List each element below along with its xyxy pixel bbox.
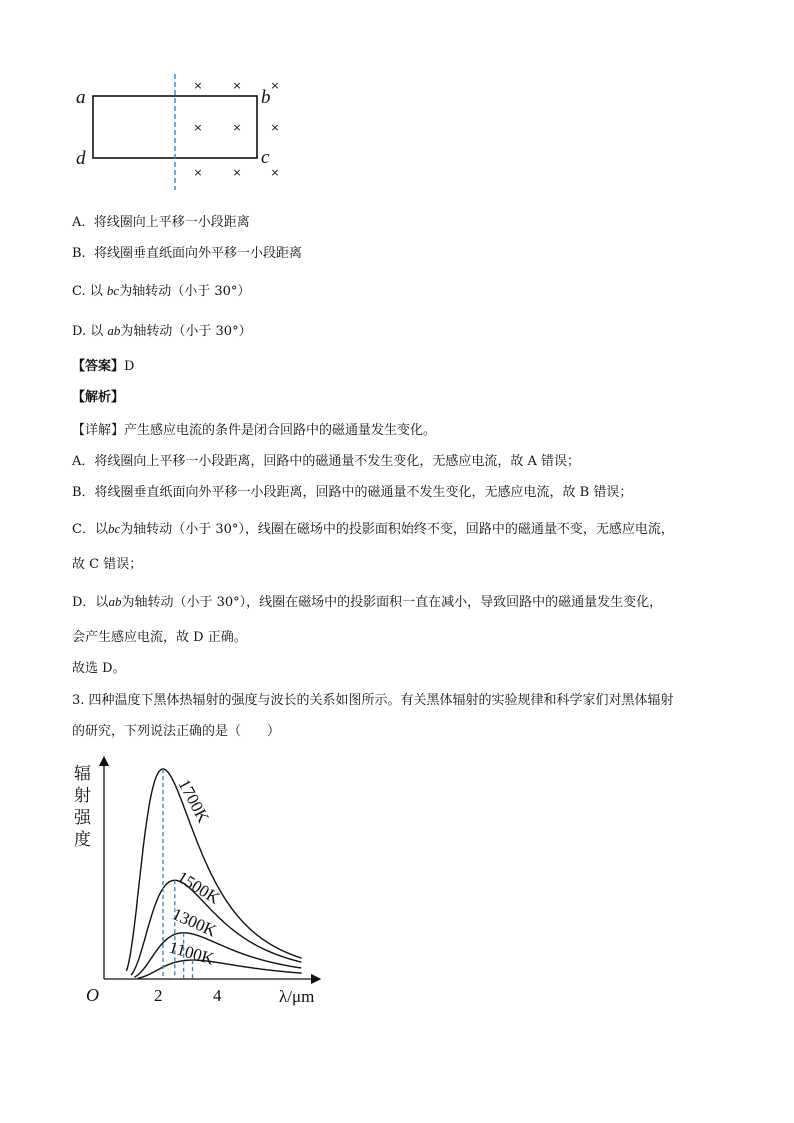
field-mark: × xyxy=(232,121,242,134)
field-mark: × xyxy=(270,166,280,179)
y-axis-label-char: 强 xyxy=(74,808,91,828)
field-mark: × xyxy=(193,79,203,92)
x-tick-label: 2 xyxy=(154,986,163,1005)
field-mark: × xyxy=(193,166,203,179)
field-mark: × xyxy=(270,79,280,92)
detail-d-post: 为轴转动（小于 30°），线圈在磁场中的投影面积一直在减小，导致回路中的磁通量发生变化， xyxy=(121,595,663,610)
option-key: A. xyxy=(72,215,86,230)
detail-line-d xyxy=(72,593,662,612)
coil-diagram-svg xyxy=(70,72,290,192)
option-text-pre: 以 xyxy=(89,284,103,299)
corner-label-c: c xyxy=(261,147,270,168)
option-key: B. xyxy=(72,246,86,261)
detail-d-axis: ab xyxy=(108,594,122,609)
option-axis: bc xyxy=(106,283,120,298)
detail-line-c2: 故 C 错误； xyxy=(72,557,143,572)
origin-label: O xyxy=(86,985,99,1005)
option-text: 将线圈向上平移一小段距离 xyxy=(93,215,250,230)
series-label-1300K: 1300K xyxy=(169,904,220,941)
option-c xyxy=(72,282,250,301)
y-axis-label-char: 辐 xyxy=(74,764,91,784)
detail-tag: 【详解】 xyxy=(72,423,125,438)
detail-conclusion: 故选 D。 xyxy=(72,661,126,676)
answer-tag: 【答案】 xyxy=(72,359,125,374)
field-mark: × xyxy=(270,121,280,134)
field-mark: × xyxy=(193,121,203,134)
x-axis-label: λ/μm xyxy=(279,987,315,1006)
option-d xyxy=(72,322,252,341)
option-b xyxy=(72,245,302,263)
answer-value: D xyxy=(124,359,135,374)
blackbody-chart-svg xyxy=(68,755,338,1010)
corner-label-a: a xyxy=(76,87,86,108)
detail-line-d2: 会产生感应电流，故 D 正确。 xyxy=(72,630,247,645)
coil-figure xyxy=(70,72,290,192)
detail-line xyxy=(72,422,436,440)
series-curve-1100K xyxy=(138,960,302,978)
detail-d-pre: D．以 xyxy=(72,595,109,610)
analysis-line xyxy=(72,389,124,407)
detail-line-a: A．将线圈向上平移一小段距离，回路中的磁通量不发生变化，无感应电流，故 A 错误； xyxy=(72,454,581,469)
question3-line2: 的研究，下列说法正确的是（ ） xyxy=(72,724,281,739)
field-mark: × xyxy=(232,166,242,179)
option-axis: ab xyxy=(107,323,121,338)
y-axis-label-char: 射 xyxy=(74,786,91,806)
series-label-1100K: 1100K xyxy=(166,937,217,969)
option-a xyxy=(72,214,250,232)
series-curve-1700K xyxy=(126,769,301,971)
option-text-pre: 以 xyxy=(90,324,104,339)
field-mark: × xyxy=(232,79,242,92)
corner-label-b: b xyxy=(261,87,271,108)
y-axis-label-char: 度 xyxy=(74,830,91,850)
series-label-1700K: 1700K xyxy=(174,775,213,826)
question3-line1: 3. 四种温度下黑体热辐射的强度与波长的关系如图所示。有关黑体辐射的实验规律和科学家们对黑体辐射 xyxy=(72,693,674,708)
option-text-post: 为轴转动（小于 30°） xyxy=(120,324,252,339)
answer-line xyxy=(72,358,134,376)
corner-label-d: d xyxy=(76,148,86,169)
option-text: 将线圈垂直纸面向外平移一小段距离 xyxy=(93,246,302,261)
option-text-post: 为轴转动（小于 30°） xyxy=(119,284,251,299)
series-label-1500K: 1500K xyxy=(173,867,224,908)
x-tick-label: 4 xyxy=(213,986,222,1005)
detail-text: 产生感应电流的条件是闭合回路中的磁通量发生变化。 xyxy=(124,423,437,438)
detail-c-axis: bc xyxy=(107,521,121,536)
y-axis-label xyxy=(74,764,92,850)
detail-c-pre: C．以 xyxy=(72,522,108,537)
blackbody-chart xyxy=(68,755,338,1010)
analysis-tag: 【解析】 xyxy=(72,390,125,405)
detail-c-post: 为轴转动（小于 30°），线圈在磁场中的投影面积始终不变，回路中的磁通量不变，无感应电流， xyxy=(120,522,674,537)
detail-line-c xyxy=(72,520,674,539)
curves-group xyxy=(126,769,301,978)
option-key: C. xyxy=(72,284,86,299)
option-key: D. xyxy=(72,324,87,339)
series-labels xyxy=(167,776,224,969)
detail-line-b: B．将线圈垂直纸面向外平移一小段距离，回路中的磁通量不发生变化，无感应电流，故 B 错误； xyxy=(72,485,633,500)
